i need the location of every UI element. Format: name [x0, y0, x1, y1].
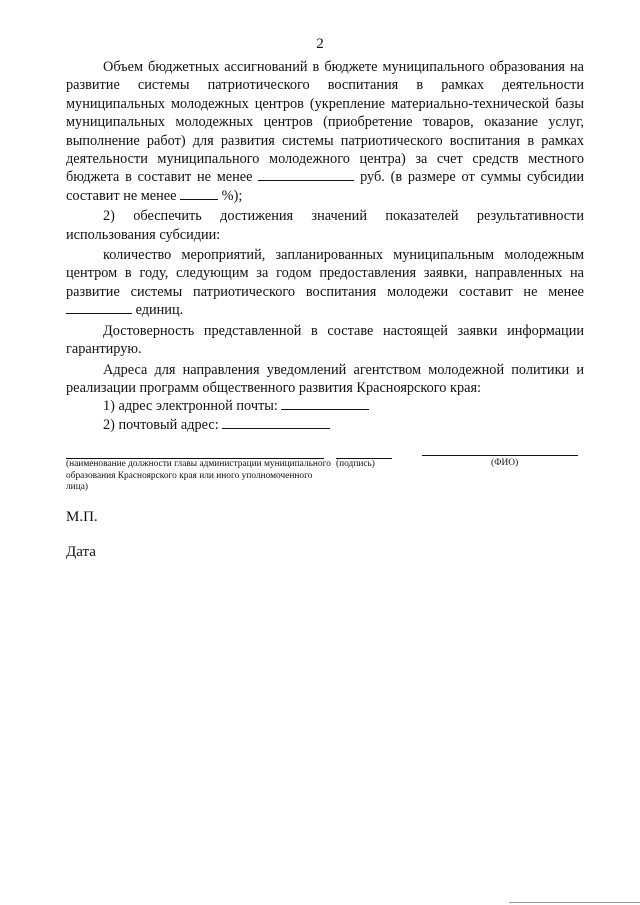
- budget-text-end: %);: [221, 187, 243, 204]
- name-line[interactable]: [422, 455, 578, 456]
- postal-address-blank[interactable]: [222, 416, 330, 429]
- subsidy-percent-blank[interactable]: [180, 187, 218, 200]
- application-body: [66, 58, 584, 434]
- postal-line: [66, 416, 584, 434]
- stamp-label: М.П.: [66, 509, 98, 525]
- events-text-end: единиц.: [135, 302, 184, 319]
- addresses-paragraph: Адреса для направления уведомлений агентством молодежной политики и реализации программ общественного развития Красноярского края:: [66, 361, 584, 396]
- obligation-paragraph: 2) обеспечить достижения значений показателей результативности использования субсидии:: [66, 208, 584, 243]
- signature-caption: (подпись): [336, 459, 375, 469]
- budget-amount-blank[interactable]: [258, 168, 354, 181]
- scan-edge-mark: [509, 902, 640, 903]
- email-label: 1) адрес электронной почты:: [103, 398, 278, 415]
- email-line: [66, 397, 584, 415]
- position-caption: (наименование должности главы администрации муниципального образования Красноярского края или иного уполномоченного лица): [66, 459, 331, 493]
- page-number: 2: [316, 36, 324, 52]
- budget-paragraph: [66, 58, 584, 205]
- events-paragraph: [66, 246, 584, 320]
- email-blank[interactable]: [281, 397, 369, 410]
- events-count-blank[interactable]: [66, 301, 132, 314]
- name-caption: (ФИО): [491, 458, 519, 468]
- reliability-paragraph: Достоверность представленной в составе настоящей заявки информации гарантирую.: [66, 322, 584, 358]
- date-label: Дата: [66, 544, 96, 560]
- postal-label: 2) почтовый адрес:: [103, 416, 219, 433]
- budget-text: Объем бюджетных ассигнований в бюджете муниципального образования на развитие системы патриотического воспитания в рамках деятельности муниципальных молодежных центров (укрепление материально-технической базы муниципальных молодежных центров (приобретение товаров, оказание услуг, выполнение работ) для развития системы патриотического воспитания в рамках деятельности муниципального молодежного центра) за счет средств местного бюджета в составит не менее: [66, 59, 584, 186]
- events-text: количество мероприятий, запланированных муниципальным молодежным центром в году, следующим за годом предоставления заявки, направленных на развитие системы патриотического воспитания молодежи составит не менее: [66, 247, 584, 300]
- budget-text-middle: руб. (в размере от суммы субсидии составит не менее: [66, 169, 585, 204]
